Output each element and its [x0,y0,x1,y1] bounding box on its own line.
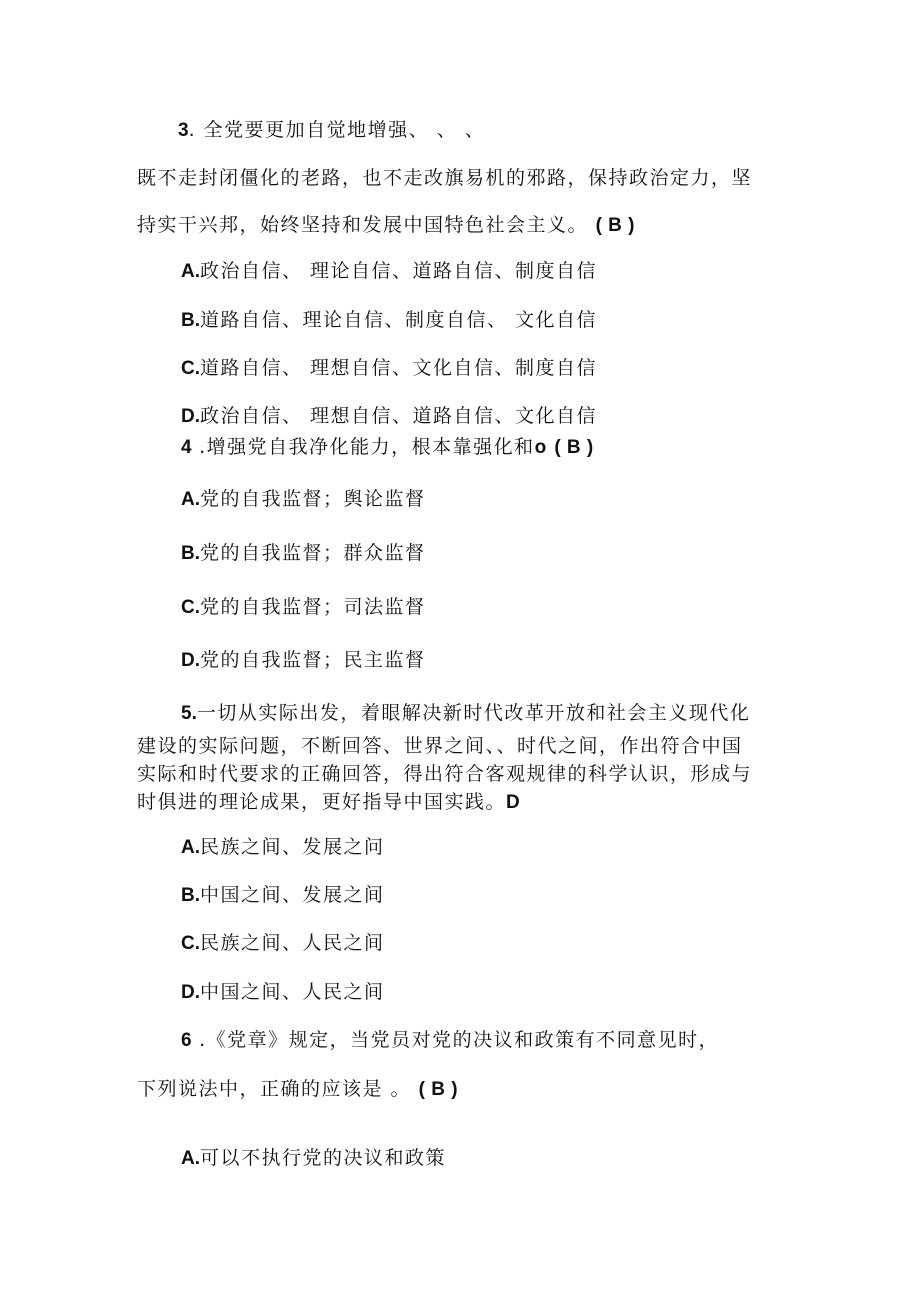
option-a [181,259,597,284]
option-label: C. [181,933,200,954]
option-text: 党的自我监督；民主监督 [200,649,426,671]
option-label: D. [181,982,200,1003]
question-text: . 全党要更加自觉地增强、 、 、 [188,119,486,141]
question-text: 时俱进的理论成果，更好指导中国实践。 [137,791,507,813]
question-tail: o [534,437,547,458]
question-number: 5. [181,703,197,724]
answer-key: ( B ) [418,1079,459,1100]
option-c [181,595,426,620]
option-b [181,883,385,908]
option-b [181,541,426,566]
option-label: C. [181,358,200,379]
question-5-stem-line-1 [181,701,750,726]
option-label: C. [181,597,200,618]
option-label: D. [181,406,200,427]
question-text: 建设的实际问题，不断回答、世界之间、、时代之间，作出符合中国 [137,735,743,757]
answer-key: D [506,792,521,813]
question-text: 下列说法中，正确的应该是 。 [137,1078,412,1100]
option-d [181,404,597,429]
question-3-stem-line-3 [137,213,635,238]
question-6-stem-line-1 [181,1028,719,1053]
question-text: 既不走封闭僵化的老路，也不走改旗易机的邪路，保持政治定力，坚 [137,167,753,189]
option-text: 可以不执行党的决议和政策 [200,1147,447,1169]
option-d [181,648,426,673]
option-label: A. [181,837,200,858]
question-5-stem-line-2 [137,734,743,758]
option-label: A. [181,261,200,282]
question-3-stem-line-1 [178,118,485,143]
option-a [181,487,426,512]
question-6-stem-line-2 [137,1077,458,1102]
option-text: 党的自我监督；舆论监督 [200,488,426,510]
option-text: 党的自我监督；司法监督 [200,596,426,618]
option-text: 政治自信、 理论自信、道路自信、制度自信 [200,260,598,282]
question-text: .增强党自我净化能力，根本靠强化和 [191,436,535,458]
option-label: D. [181,650,200,671]
option-text: 中国之间、发展之间 [200,884,385,906]
option-text: 党的自我监督；群众监督 [200,542,426,564]
option-text: 中国之间、人民之间 [200,981,385,1003]
option-d [181,980,385,1005]
option-a [181,1146,446,1171]
question-text: 持实干兴邦，始终坚持和发展中国特色社会主义。 [137,214,589,236]
question-number: 6 [181,1030,192,1051]
option-label: B. [181,310,200,331]
answer-key: ( B ) [554,437,594,458]
option-a [181,835,385,860]
option-label: B. [181,543,200,564]
option-label: B. [181,885,200,906]
option-text: 道路自信、理论自信、制度自信、 文化自信 [200,309,598,331]
option-label: A. [181,489,200,510]
answer-key: ( B ) [595,215,635,236]
option-c [181,356,597,381]
option-text: 政治自信、 理想自信、道路自信、文化自信 [200,405,598,427]
question-number: 3 [178,120,189,141]
question-3-stem-line-2 [137,166,752,190]
question-text: .《党章》规定，当党员对党的决议和政策有不同意见时， [191,1029,720,1051]
option-label: A. [181,1148,200,1169]
question-text: 一切从实际出发，着眼解决新时代改革开放和社会主义现代化 [196,702,751,724]
question-text: 实际和时代要求的正确回答，得出符合客观规律的科学认识，形成与 [137,763,753,785]
option-text: 民族之间、人民之间 [200,932,385,954]
question-5-stem-line-3 [137,762,752,786]
option-text: 道路自信、 理想自信、文化自信、制度自信 [200,357,598,379]
question-4-stem [181,435,594,460]
question-5-stem-line-4 [137,790,520,815]
option-b [181,308,597,333]
option-text: 民族之间、发展之问 [200,836,385,858]
option-c [181,931,385,956]
question-number: 4 [181,437,192,458]
